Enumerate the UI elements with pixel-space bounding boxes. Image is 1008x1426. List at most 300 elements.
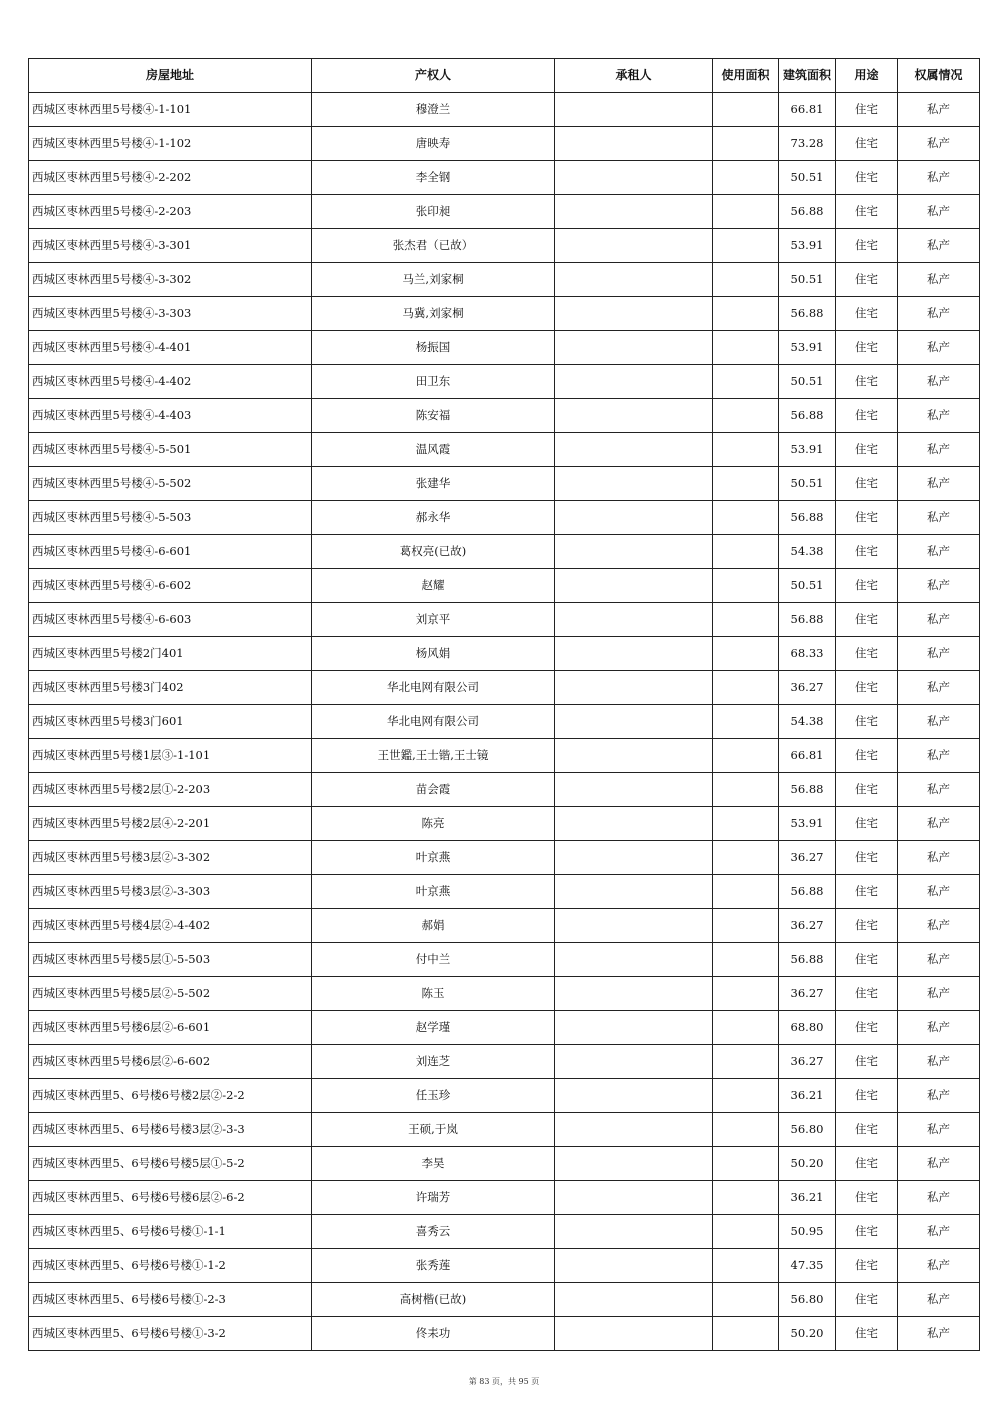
cell-ownership: 私产 bbox=[898, 705, 980, 739]
cell-address: 西城区枣林西里5号楼④-4-403 bbox=[29, 399, 312, 433]
cell-building-area: 56.88 bbox=[779, 875, 836, 909]
cell-ownership: 私产 bbox=[898, 875, 980, 909]
cell-owner: 温风霞 bbox=[312, 433, 555, 467]
cell-usable-area bbox=[713, 1045, 779, 1079]
table-row bbox=[29, 841, 980, 875]
cell-tenant bbox=[555, 875, 713, 909]
cell-address: 西城区枣林西里5号楼4层②-4-402 bbox=[29, 909, 312, 943]
cell-owner: 田卫东 bbox=[312, 365, 555, 399]
cell-usable-area bbox=[713, 1317, 779, 1351]
cell-tenant bbox=[555, 773, 713, 807]
cell-owner: 赵学瑾 bbox=[312, 1011, 555, 1045]
cell-usage: 住宅 bbox=[836, 161, 898, 195]
cell-usable-area bbox=[713, 807, 779, 841]
header-usable-area: 使用面积 bbox=[713, 59, 779, 93]
cell-owner: 叶京燕 bbox=[312, 875, 555, 909]
cell-ownership: 私产 bbox=[898, 229, 980, 263]
cell-building-area: 56.88 bbox=[779, 943, 836, 977]
cell-building-area: 36.27 bbox=[779, 977, 836, 1011]
cell-address: 西城区枣林西里5、6号楼6号楼5层①-5-2 bbox=[29, 1147, 312, 1181]
cell-tenant bbox=[555, 603, 713, 637]
table-row bbox=[29, 1045, 980, 1079]
cell-usable-area bbox=[713, 1079, 779, 1113]
cell-building-area: 53.91 bbox=[779, 433, 836, 467]
table-row bbox=[29, 569, 980, 603]
table-row bbox=[29, 365, 980, 399]
cell-ownership: 私产 bbox=[898, 807, 980, 841]
cell-ownership: 私产 bbox=[898, 331, 980, 365]
cell-owner: 穆澄兰 bbox=[312, 93, 555, 127]
table-row bbox=[29, 1011, 980, 1045]
cell-address: 西城区枣林西里5、6号楼6号楼①-1-2 bbox=[29, 1249, 312, 1283]
table-row bbox=[29, 195, 980, 229]
cell-owner: 郝娟 bbox=[312, 909, 555, 943]
cell-usable-area bbox=[713, 127, 779, 161]
cell-owner: 陈玉 bbox=[312, 977, 555, 1011]
cell-tenant bbox=[555, 331, 713, 365]
cell-usage: 住宅 bbox=[836, 603, 898, 637]
cell-address: 西城区枣林西里5号楼④-5-501 bbox=[29, 433, 312, 467]
cell-owner: 苗会霞 bbox=[312, 773, 555, 807]
cell-ownership: 私产 bbox=[898, 841, 980, 875]
property-table bbox=[28, 58, 980, 1351]
cell-address: 西城区枣林西里5、6号楼6号楼①-1-1 bbox=[29, 1215, 312, 1249]
cell-building-area: 66.81 bbox=[779, 739, 836, 773]
cell-usage: 住宅 bbox=[836, 671, 898, 705]
cell-building-area: 56.88 bbox=[779, 399, 836, 433]
cell-usable-area bbox=[713, 909, 779, 943]
cell-owner: 叶京燕 bbox=[312, 841, 555, 875]
cell-building-area: 36.21 bbox=[779, 1079, 836, 1113]
cell-address: 西城区枣林西里5号楼④-6-603 bbox=[29, 603, 312, 637]
table-row bbox=[29, 977, 980, 1011]
cell-usage: 住宅 bbox=[836, 1113, 898, 1147]
cell-owner: 任玉珍 bbox=[312, 1079, 555, 1113]
cell-building-area: 50.20 bbox=[779, 1147, 836, 1181]
cell-tenant bbox=[555, 841, 713, 875]
cell-owner: 高树楷(已故) bbox=[312, 1283, 555, 1317]
cell-usable-area bbox=[713, 161, 779, 195]
cell-ownership: 私产 bbox=[898, 1045, 980, 1079]
cell-building-area: 53.91 bbox=[779, 331, 836, 365]
header-row bbox=[29, 59, 980, 93]
cell-tenant bbox=[555, 1283, 713, 1317]
cell-usage: 住宅 bbox=[836, 501, 898, 535]
cell-usable-area bbox=[713, 1181, 779, 1215]
cell-tenant bbox=[555, 1045, 713, 1079]
cell-usable-area bbox=[713, 433, 779, 467]
header-owner: 产权人 bbox=[312, 59, 555, 93]
cell-address: 西城区枣林西里5、6号楼6号楼①-2-3 bbox=[29, 1283, 312, 1317]
cell-address: 西城区枣林西里5号楼④-4-401 bbox=[29, 331, 312, 365]
cell-ownership: 私产 bbox=[898, 195, 980, 229]
header-usage: 用途 bbox=[836, 59, 898, 93]
cell-address: 西城区枣林西里5号楼2层①-2-203 bbox=[29, 773, 312, 807]
cell-usable-area bbox=[713, 569, 779, 603]
cell-owner: 杨振国 bbox=[312, 331, 555, 365]
cell-usable-area bbox=[713, 297, 779, 331]
table-row bbox=[29, 1113, 980, 1147]
cell-building-area: 56.80 bbox=[779, 1113, 836, 1147]
cell-usable-area bbox=[713, 263, 779, 297]
cell-address: 西城区枣林西里5号楼1层③-1-101 bbox=[29, 739, 312, 773]
table-row bbox=[29, 705, 980, 739]
table-row bbox=[29, 909, 980, 943]
cell-owner: 葛权亮(已故) bbox=[312, 535, 555, 569]
cell-usage: 住宅 bbox=[836, 977, 898, 1011]
cell-ownership: 私产 bbox=[898, 569, 980, 603]
cell-owner: 王世鑑,王士锴,王士镜 bbox=[312, 739, 555, 773]
cell-usage: 住宅 bbox=[836, 365, 898, 399]
cell-building-area: 66.81 bbox=[779, 93, 836, 127]
cell-address: 西城区枣林西里5号楼5层②-5-502 bbox=[29, 977, 312, 1011]
cell-address: 西城区枣林西里5号楼6层②-6-602 bbox=[29, 1045, 312, 1079]
cell-owner: 佟耒功 bbox=[312, 1317, 555, 1351]
cell-owner: 杨风娟 bbox=[312, 637, 555, 671]
table-row bbox=[29, 1249, 980, 1283]
cell-usable-area bbox=[713, 671, 779, 705]
cell-usage: 住宅 bbox=[836, 1181, 898, 1215]
cell-owner: 王硕,于岚 bbox=[312, 1113, 555, 1147]
page-number: 第 83 页，共 95 页 bbox=[468, 1377, 540, 1386]
cell-ownership: 私产 bbox=[898, 671, 980, 705]
table-row bbox=[29, 637, 980, 671]
table-row bbox=[29, 331, 980, 365]
table-row bbox=[29, 433, 980, 467]
cell-ownership: 私产 bbox=[898, 297, 980, 331]
cell-building-area: 73.28 bbox=[779, 127, 836, 161]
cell-address: 西城区枣林西里5号楼3层②-3-303 bbox=[29, 875, 312, 909]
cell-ownership: 私产 bbox=[898, 433, 980, 467]
cell-usage: 住宅 bbox=[836, 637, 898, 671]
cell-usage: 住宅 bbox=[836, 1045, 898, 1079]
table-row bbox=[29, 1317, 980, 1351]
cell-usage: 住宅 bbox=[836, 93, 898, 127]
cell-building-area: 47.35 bbox=[779, 1249, 836, 1283]
cell-address: 西城区枣林西里5号楼2门401 bbox=[29, 637, 312, 671]
cell-ownership: 私产 bbox=[898, 637, 980, 671]
cell-usage: 住宅 bbox=[836, 467, 898, 501]
cell-usable-area bbox=[713, 841, 779, 875]
cell-usage: 住宅 bbox=[836, 127, 898, 161]
cell-tenant bbox=[555, 1079, 713, 1113]
cell-usable-area bbox=[713, 331, 779, 365]
cell-ownership: 私产 bbox=[898, 365, 980, 399]
cell-address: 西城区枣林西里5号楼④-3-302 bbox=[29, 263, 312, 297]
cell-usable-area bbox=[713, 229, 779, 263]
table-row bbox=[29, 93, 980, 127]
table-row bbox=[29, 467, 980, 501]
cell-address: 西城区枣林西里5号楼④-3-303 bbox=[29, 297, 312, 331]
cell-tenant bbox=[555, 909, 713, 943]
cell-building-area: 56.88 bbox=[779, 297, 836, 331]
cell-usable-area bbox=[713, 501, 779, 535]
cell-building-area: 68.80 bbox=[779, 1011, 836, 1045]
table-row bbox=[29, 1215, 980, 1249]
cell-owner: 付中兰 bbox=[312, 943, 555, 977]
cell-usage: 住宅 bbox=[836, 1283, 898, 1317]
cell-owner: 唐映寿 bbox=[312, 127, 555, 161]
cell-tenant bbox=[555, 1011, 713, 1045]
cell-owner: 李昊 bbox=[312, 1147, 555, 1181]
cell-usable-area bbox=[713, 773, 779, 807]
cell-tenant bbox=[555, 93, 713, 127]
cell-usage: 住宅 bbox=[836, 433, 898, 467]
table-row bbox=[29, 127, 980, 161]
cell-owner: 张建华 bbox=[312, 467, 555, 501]
cell-usable-area bbox=[713, 1249, 779, 1283]
cell-ownership: 私产 bbox=[898, 977, 980, 1011]
cell-usable-area bbox=[713, 399, 779, 433]
cell-tenant bbox=[555, 229, 713, 263]
cell-usable-area bbox=[713, 195, 779, 229]
cell-address: 西城区枣林西里5号楼④-6-602 bbox=[29, 569, 312, 603]
table-row bbox=[29, 739, 980, 773]
cell-ownership: 私产 bbox=[898, 263, 980, 297]
cell-tenant bbox=[555, 807, 713, 841]
cell-usage: 住宅 bbox=[836, 1011, 898, 1045]
cell-tenant bbox=[555, 127, 713, 161]
cell-ownership: 私产 bbox=[898, 603, 980, 637]
cell-owner: 刘京平 bbox=[312, 603, 555, 637]
cell-tenant bbox=[555, 671, 713, 705]
cell-building-area: 50.95 bbox=[779, 1215, 836, 1249]
cell-usage: 住宅 bbox=[836, 229, 898, 263]
cell-tenant bbox=[555, 501, 713, 535]
cell-usage: 住宅 bbox=[836, 909, 898, 943]
cell-tenant bbox=[555, 977, 713, 1011]
cell-tenant bbox=[555, 161, 713, 195]
cell-building-area: 56.88 bbox=[779, 501, 836, 535]
cell-usage: 住宅 bbox=[836, 1079, 898, 1113]
cell-building-area: 50.51 bbox=[779, 365, 836, 399]
cell-usage: 住宅 bbox=[836, 1317, 898, 1351]
cell-usage: 住宅 bbox=[836, 739, 898, 773]
cell-address: 西城区枣林西里5号楼④-6-601 bbox=[29, 535, 312, 569]
cell-building-area: 50.51 bbox=[779, 467, 836, 501]
cell-building-area: 56.88 bbox=[779, 603, 836, 637]
cell-usage: 住宅 bbox=[836, 569, 898, 603]
header-ownership: 权属情况 bbox=[898, 59, 980, 93]
cell-building-area: 53.91 bbox=[779, 807, 836, 841]
cell-address: 西城区枣林西里5号楼④-2-203 bbox=[29, 195, 312, 229]
cell-tenant bbox=[555, 433, 713, 467]
cell-ownership: 私产 bbox=[898, 1283, 980, 1317]
cell-usable-area bbox=[713, 1113, 779, 1147]
cell-tenant bbox=[555, 1181, 713, 1215]
cell-usage: 住宅 bbox=[836, 1249, 898, 1283]
cell-building-area: 53.91 bbox=[779, 229, 836, 263]
cell-usable-area bbox=[713, 1011, 779, 1045]
cell-owner: 张杰君（已故） bbox=[312, 229, 555, 263]
cell-address: 西城区枣林西里5号楼④-1-102 bbox=[29, 127, 312, 161]
cell-tenant bbox=[555, 705, 713, 739]
cell-usable-area bbox=[713, 943, 779, 977]
cell-usage: 住宅 bbox=[836, 807, 898, 841]
cell-address: 西城区枣林西里5号楼2层④-2-201 bbox=[29, 807, 312, 841]
cell-usable-area bbox=[713, 637, 779, 671]
cell-ownership: 私产 bbox=[898, 535, 980, 569]
cell-ownership: 私产 bbox=[898, 1113, 980, 1147]
cell-ownership: 私产 bbox=[898, 1181, 980, 1215]
cell-usable-area bbox=[713, 365, 779, 399]
cell-usable-area bbox=[713, 1147, 779, 1181]
table-row bbox=[29, 603, 980, 637]
cell-address: 西城区枣林西里5号楼④-5-502 bbox=[29, 467, 312, 501]
cell-tenant bbox=[555, 1215, 713, 1249]
cell-building-area: 36.27 bbox=[779, 671, 836, 705]
cell-ownership: 私产 bbox=[898, 943, 980, 977]
cell-address: 西城区枣林西里5号楼④-1-101 bbox=[29, 93, 312, 127]
cell-address: 西城区枣林西里5号楼④-4-402 bbox=[29, 365, 312, 399]
cell-address: 西城区枣林西里5、6号楼6号楼6层②-6-2 bbox=[29, 1181, 312, 1215]
cell-tenant bbox=[555, 297, 713, 331]
cell-owner: 李全钢 bbox=[312, 161, 555, 195]
cell-building-area: 36.27 bbox=[779, 909, 836, 943]
cell-tenant bbox=[555, 535, 713, 569]
cell-owner: 刘连芝 bbox=[312, 1045, 555, 1079]
cell-address: 西城区枣林西里5号楼3层②-3-302 bbox=[29, 841, 312, 875]
cell-tenant bbox=[555, 467, 713, 501]
cell-owner: 陈亮 bbox=[312, 807, 555, 841]
cell-tenant bbox=[555, 943, 713, 977]
cell-address: 西城区枣林西里5号楼3门601 bbox=[29, 705, 312, 739]
table-row bbox=[29, 535, 980, 569]
table-row bbox=[29, 1147, 980, 1181]
table-row bbox=[29, 671, 980, 705]
cell-building-area: 50.51 bbox=[779, 263, 836, 297]
header-address: 房屋地址 bbox=[29, 59, 312, 93]
cell-building-area: 56.80 bbox=[779, 1283, 836, 1317]
cell-tenant bbox=[555, 399, 713, 433]
cell-building-area: 56.88 bbox=[779, 773, 836, 807]
cell-building-area: 54.38 bbox=[779, 705, 836, 739]
cell-usable-area bbox=[713, 1283, 779, 1317]
cell-address: 西城区枣林西里5号楼5层①-5-503 bbox=[29, 943, 312, 977]
table-row bbox=[29, 399, 980, 433]
table-row bbox=[29, 943, 980, 977]
table-row bbox=[29, 501, 980, 535]
cell-building-area: 50.51 bbox=[779, 569, 836, 603]
cell-tenant bbox=[555, 365, 713, 399]
cell-ownership: 私产 bbox=[898, 1079, 980, 1113]
table-row bbox=[29, 161, 980, 195]
cell-owner: 华北电网有限公司 bbox=[312, 705, 555, 739]
cell-tenant bbox=[555, 195, 713, 229]
table-row bbox=[29, 875, 980, 909]
cell-usable-area bbox=[713, 467, 779, 501]
cell-tenant bbox=[555, 1113, 713, 1147]
cell-tenant bbox=[555, 569, 713, 603]
cell-tenant bbox=[555, 637, 713, 671]
table-row bbox=[29, 1181, 980, 1215]
cell-ownership: 私产 bbox=[898, 161, 980, 195]
cell-tenant bbox=[555, 1317, 713, 1351]
cell-tenant bbox=[555, 263, 713, 297]
cell-usage: 住宅 bbox=[836, 297, 898, 331]
cell-tenant bbox=[555, 739, 713, 773]
cell-usage: 住宅 bbox=[836, 331, 898, 365]
cell-ownership: 私产 bbox=[898, 93, 980, 127]
header-building-area: 建筑面积 bbox=[779, 59, 836, 93]
table-row bbox=[29, 263, 980, 297]
cell-building-area: 50.20 bbox=[779, 1317, 836, 1351]
cell-owner: 赵耀 bbox=[312, 569, 555, 603]
cell-usable-area bbox=[713, 93, 779, 127]
cell-ownership: 私产 bbox=[898, 773, 980, 807]
cell-ownership: 私产 bbox=[898, 1317, 980, 1351]
cell-address: 西城区枣林西里5号楼④-5-503 bbox=[29, 501, 312, 535]
cell-ownership: 私产 bbox=[898, 467, 980, 501]
cell-building-area: 56.88 bbox=[779, 195, 836, 229]
cell-tenant bbox=[555, 1249, 713, 1283]
cell-ownership: 私产 bbox=[898, 909, 980, 943]
cell-address: 西城区枣林西里5号楼6层②-6-601 bbox=[29, 1011, 312, 1045]
cell-usage: 住宅 bbox=[836, 195, 898, 229]
table-row bbox=[29, 773, 980, 807]
cell-building-area: 36.27 bbox=[779, 841, 836, 875]
cell-address: 西城区枣林西里5、6号楼6号楼2层②-2-2 bbox=[29, 1079, 312, 1113]
cell-usage: 住宅 bbox=[836, 399, 898, 433]
cell-owner: 张印昶 bbox=[312, 195, 555, 229]
cell-ownership: 私产 bbox=[898, 501, 980, 535]
cell-usable-area bbox=[713, 535, 779, 569]
cell-usage: 住宅 bbox=[836, 1215, 898, 1249]
cell-building-area: 36.27 bbox=[779, 1045, 836, 1079]
table-row bbox=[29, 807, 980, 841]
cell-owner: 喜秀云 bbox=[312, 1215, 555, 1249]
cell-ownership: 私产 bbox=[898, 739, 980, 773]
cell-building-area: 36.21 bbox=[779, 1181, 836, 1215]
header-tenant: 承租人 bbox=[555, 59, 713, 93]
cell-usage: 住宅 bbox=[836, 943, 898, 977]
cell-ownership: 私产 bbox=[898, 1011, 980, 1045]
table-row bbox=[29, 297, 980, 331]
cell-building-area: 50.51 bbox=[779, 161, 836, 195]
cell-address: 西城区枣林西里5号楼④-2-202 bbox=[29, 161, 312, 195]
cell-usable-area bbox=[713, 739, 779, 773]
table-row bbox=[29, 1283, 980, 1317]
cell-usage: 住宅 bbox=[836, 773, 898, 807]
cell-usage: 住宅 bbox=[836, 263, 898, 297]
cell-owner: 马兰,刘家桐 bbox=[312, 263, 555, 297]
cell-usage: 住宅 bbox=[836, 875, 898, 909]
cell-address: 西城区枣林西里5号楼④-3-301 bbox=[29, 229, 312, 263]
cell-usable-area bbox=[713, 705, 779, 739]
cell-owner: 陈安福 bbox=[312, 399, 555, 433]
cell-tenant bbox=[555, 1147, 713, 1181]
cell-building-area: 68.33 bbox=[779, 637, 836, 671]
table-row bbox=[29, 229, 980, 263]
cell-ownership: 私产 bbox=[898, 1249, 980, 1283]
cell-address: 西城区枣林西里5号楼3门402 bbox=[29, 671, 312, 705]
cell-owner: 许瑞芳 bbox=[312, 1181, 555, 1215]
cell-ownership: 私产 bbox=[898, 1147, 980, 1181]
cell-owner: 郝永华 bbox=[312, 501, 555, 535]
table-row bbox=[29, 1079, 980, 1113]
cell-owner: 张秀莲 bbox=[312, 1249, 555, 1283]
cell-usage: 住宅 bbox=[836, 841, 898, 875]
cell-owner: 马冀,刘家桐 bbox=[312, 297, 555, 331]
cell-usage: 住宅 bbox=[836, 705, 898, 739]
cell-owner: 华北电网有限公司 bbox=[312, 671, 555, 705]
cell-usage: 住宅 bbox=[836, 1147, 898, 1181]
cell-ownership: 私产 bbox=[898, 1215, 980, 1249]
cell-address: 西城区枣林西里5、6号楼6号楼3层②-3-3 bbox=[29, 1113, 312, 1147]
cell-usable-area bbox=[713, 1215, 779, 1249]
cell-building-area: 54.38 bbox=[779, 535, 836, 569]
cell-usable-area bbox=[713, 603, 779, 637]
